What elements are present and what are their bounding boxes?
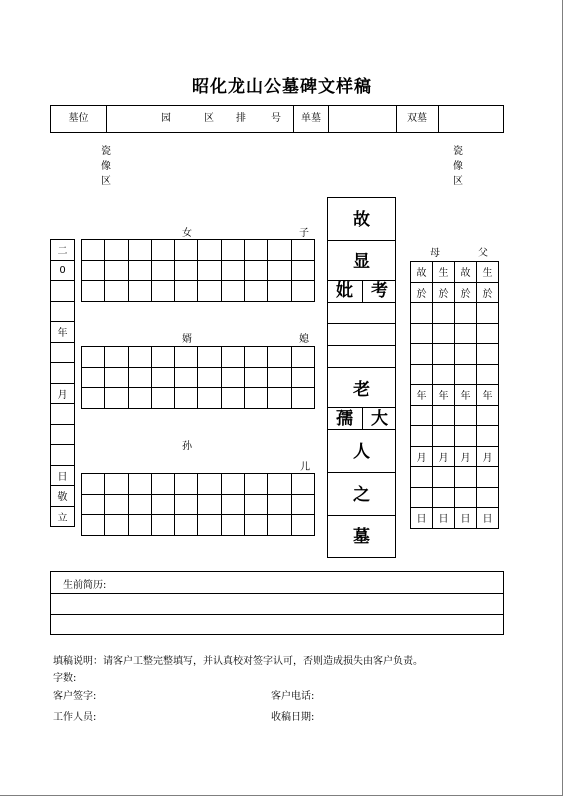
grid-cell[interactable] — [105, 515, 128, 536]
grid-cell[interactable] — [82, 281, 105, 302]
date-input-cell[interactable] — [411, 344, 433, 365]
grid-cell[interactable] — [175, 260, 198, 281]
grid-cell[interactable] — [291, 388, 314, 409]
grid-cell[interactable] — [245, 474, 268, 495]
grid-cell[interactable] — [175, 474, 198, 495]
date-label-cell: 故 — [411, 262, 433, 283]
grid-cell[interactable] — [198, 494, 221, 515]
date-input-cell[interactable] — [411, 364, 433, 385]
date-input-cell[interactable] — [433, 364, 455, 385]
children-grid[interactable] — [81, 239, 315, 302]
grid-cell[interactable] — [105, 494, 128, 515]
grid-cell[interactable] — [245, 388, 268, 409]
grid-cell[interactable] — [221, 240, 244, 261]
char-gu: 故 — [353, 210, 370, 230]
char-lao: 老 — [353, 380, 370, 400]
double-grave-label: 双墓 — [407, 113, 427, 124]
grid-cell[interactable] — [221, 494, 244, 515]
grid-cell[interactable] — [175, 494, 198, 515]
grid-cell[interactable] — [105, 281, 128, 302]
grid-cell[interactable] — [151, 474, 174, 495]
grid-cell[interactable] — [291, 260, 314, 281]
left-date-cell[interactable] — [51, 424, 75, 445]
left-date-cell: 敬 — [51, 486, 75, 507]
grid-cell[interactable] — [175, 515, 198, 536]
grid-cell[interactable] — [82, 260, 105, 281]
date-input-cell[interactable] — [477, 323, 499, 344]
date-label-cell: 生 — [477, 262, 499, 283]
date-input-cell[interactable] — [455, 405, 477, 426]
date-label-cell: 日 — [477, 508, 499, 529]
date-input-cell[interactable] — [433, 405, 455, 426]
word-count-label: 字数: — [53, 673, 77, 684]
father-label: 父 — [478, 248, 488, 259]
grid-cell[interactable] — [82, 367, 105, 388]
photo-area-right: 瓷 像 区 — [453, 146, 463, 187]
epitaph-center-column — [327, 197, 396, 558]
grid-cell[interactable] — [291, 347, 314, 368]
grid-cell[interactable] — [221, 515, 244, 536]
char-xian: 显 — [353, 252, 370, 272]
date-input-cell[interactable] — [433, 487, 455, 508]
date-input-cell[interactable] — [477, 344, 499, 365]
date-label-cell: 月 — [411, 446, 433, 467]
left-date-cell[interactable] — [51, 281, 75, 302]
parents-date-grid[interactable] — [410, 261, 499, 529]
grid-cell[interactable] — [151, 281, 174, 302]
grid-cell[interactable] — [175, 240, 198, 261]
receive-date-label: 收稿日期: — [271, 712, 315, 723]
grid-cell[interactable] — [175, 388, 198, 409]
mother-label: 母 — [430, 248, 440, 259]
single-grave-label: 单墓 — [301, 113, 321, 124]
date-input-cell[interactable] — [433, 303, 455, 324]
char-bi: 妣 — [336, 281, 353, 301]
biography-line[interactable] — [51, 593, 503, 615]
grid-cell[interactable] — [151, 388, 174, 409]
date-input-cell[interactable] — [411, 467, 433, 488]
left-date-cell: 0 — [51, 260, 75, 281]
grid-cell[interactable] — [268, 388, 291, 409]
date-label-cell: 月 — [433, 446, 455, 467]
date-input-cell[interactable] — [455, 426, 477, 447]
date-label-cell: 故 — [455, 262, 477, 283]
grid-cell[interactable] — [198, 260, 221, 281]
grid-cell[interactable] — [128, 515, 151, 536]
grid-cell[interactable] — [128, 474, 151, 495]
date-input-cell[interactable] — [411, 303, 433, 324]
date-input-cell[interactable] — [477, 426, 499, 447]
customer-phone-label: 客户电话: — [271, 691, 315, 702]
date-input-cell[interactable] — [455, 323, 477, 344]
grid-cell[interactable] — [128, 347, 151, 368]
grid-cell[interactable] — [291, 281, 314, 302]
grid-cell[interactable] — [268, 347, 291, 368]
inlaw-grid[interactable] — [81, 346, 315, 409]
grid-cell[interactable] — [128, 240, 151, 261]
grid-cell[interactable] — [198, 388, 221, 409]
date-input-cell[interactable] — [433, 323, 455, 344]
date-input-cell[interactable] — [477, 467, 499, 488]
grid-cell[interactable] — [221, 367, 244, 388]
grid-cell[interactable] — [151, 367, 174, 388]
date-label-cell: 日 — [455, 508, 477, 529]
grid-cell[interactable] — [268, 281, 291, 302]
left-date-cell: 日 — [51, 465, 75, 486]
grid-cell[interactable] — [245, 240, 268, 261]
grid-cell[interactable] — [151, 240, 174, 261]
grid-cell[interactable] — [245, 260, 268, 281]
grid-cell[interactable] — [268, 240, 291, 261]
grid-cell[interactable] — [151, 347, 174, 368]
left-date-cell[interactable] — [51, 404, 75, 425]
grid-cell[interactable] — [198, 474, 221, 495]
grid-cell[interactable] — [128, 367, 151, 388]
biography-label: 生前简历: — [63, 580, 107, 591]
grid-cell[interactable] — [128, 494, 151, 515]
grid-cell[interactable] — [291, 474, 314, 495]
date-input-cell[interactable] — [455, 303, 477, 324]
district-label: 区 — [204, 113, 214, 124]
date-label-cell: 於 — [455, 282, 477, 303]
son-in-law-label: 婿 — [182, 334, 192, 345]
grid-cell[interactable] — [291, 367, 314, 388]
grid-cell[interactable] — [151, 260, 174, 281]
grid-cell[interactable] — [198, 240, 221, 261]
date-input-cell[interactable] — [477, 405, 499, 426]
grid-cell[interactable] — [151, 494, 174, 515]
date-input-cell[interactable] — [455, 344, 477, 365]
date-label-cell: 年 — [477, 385, 499, 406]
fill-instructions: 填稿说明：请客户工整完整填写，并认真校对签字认可，否则造成损失由客户负责。 — [53, 656, 423, 667]
left-date-cell[interactable] — [51, 445, 75, 466]
plot-info-row — [50, 105, 504, 133]
number-label: 号 — [271, 113, 281, 124]
grid-cell[interactable] — [105, 367, 128, 388]
page-title: 昭化龙山公墓碑文样稿 — [192, 77, 372, 97]
row-label: 排 — [236, 113, 246, 124]
char-zhi: 之 — [353, 485, 370, 505]
grid-cell[interactable] — [221, 260, 244, 281]
date-input-cell[interactable] — [477, 303, 499, 324]
grandchildren-grid[interactable] — [81, 473, 315, 536]
date-label-cell: 日 — [411, 508, 433, 529]
grandson-label: 儿 — [300, 462, 310, 473]
grid-cell[interactable] — [128, 388, 151, 409]
grid-cell[interactable] — [245, 515, 268, 536]
date-label-cell: 月 — [477, 446, 499, 467]
grid-cell[interactable] — [82, 240, 105, 261]
grid-cell[interactable] — [268, 260, 291, 281]
grid-cell[interactable] — [291, 240, 314, 261]
biography-box — [50, 571, 504, 635]
grid-cell[interactable] — [175, 367, 198, 388]
left-date-cell: 立 — [51, 506, 75, 527]
date-label-cell: 年 — [411, 385, 433, 406]
grid-cell[interactable] — [128, 260, 151, 281]
grid-cell[interactable] — [151, 515, 174, 536]
customer-signature-label: 客户签字: — [53, 691, 97, 702]
date-input-cell[interactable] — [411, 426, 433, 447]
date-label-cell: 於 — [477, 282, 499, 303]
date-input-cell[interactable] — [455, 467, 477, 488]
date-input-cell[interactable] — [477, 487, 499, 508]
staff-label: 工作人员: — [53, 712, 97, 723]
grid-cell[interactable] — [198, 367, 221, 388]
date-label-cell: 日 — [433, 508, 455, 529]
daughter-in-law-label: 媳 — [299, 334, 309, 345]
grid-cell[interactable] — [268, 515, 291, 536]
char-mu: 墓 — [353, 527, 370, 547]
grid-cell[interactable] — [245, 281, 268, 302]
grid-cell[interactable] — [291, 494, 314, 515]
left-date-cell: 月 — [51, 383, 75, 404]
grid-cell[interactable] — [82, 388, 105, 409]
date-input-cell[interactable] — [455, 364, 477, 385]
grid-cell[interactable] — [82, 515, 105, 536]
grid-cell[interactable] — [175, 281, 198, 302]
left-date-cell: 二 — [51, 240, 75, 261]
grid-cell[interactable] — [245, 367, 268, 388]
grid-cell[interactable] — [105, 240, 128, 261]
date-input-cell[interactable] — [433, 426, 455, 447]
garden-label: 园 — [161, 113, 171, 124]
grid-cell[interactable] — [105, 474, 128, 495]
grid-cell[interactable] — [198, 281, 221, 302]
char-ru: 孺 — [336, 409, 353, 429]
grid-cell[interactable] — [221, 347, 244, 368]
grid-cell[interactable] — [198, 347, 221, 368]
left-date-cell: 年 — [51, 322, 75, 343]
grid-cell[interactable] — [105, 388, 128, 409]
grid-cell[interactable] — [198, 515, 221, 536]
date-input-cell[interactable] — [433, 344, 455, 365]
grid-cell[interactable] — [128, 281, 151, 302]
char-kao: 考 — [371, 281, 388, 301]
date-label-cell: 年 — [455, 385, 477, 406]
grid-cell[interactable] — [105, 260, 128, 281]
date-input-cell[interactable] — [477, 364, 499, 385]
grid-cell[interactable] — [268, 494, 291, 515]
grid-cell[interactable] — [82, 494, 105, 515]
grid-cell[interactable] — [245, 347, 268, 368]
daughter-label: 女 — [182, 228, 192, 239]
grid-cell[interactable] — [221, 281, 244, 302]
grid-cell[interactable] — [82, 347, 105, 368]
grandchild-label: 孙 — [182, 441, 192, 452]
char-da: 大 — [371, 409, 388, 429]
grid-cell[interactable] — [268, 367, 291, 388]
son-label: 子 — [299, 228, 309, 239]
left-date-column — [50, 239, 75, 527]
date-input-cell[interactable] — [411, 323, 433, 344]
left-date-cell[interactable] — [51, 301, 75, 322]
date-label-cell: 月 — [455, 446, 477, 467]
date-label-cell: 於 — [433, 282, 455, 303]
date-label-cell: 生 — [433, 262, 455, 283]
grid-cell[interactable] — [221, 388, 244, 409]
date-label-cell: 於 — [411, 282, 433, 303]
date-input-cell[interactable] — [411, 487, 433, 508]
grid-cell[interactable] — [82, 474, 105, 495]
grid-cell[interactable] — [268, 474, 291, 495]
left-date-cell[interactable] — [51, 342, 75, 363]
date-label-cell: 年 — [433, 385, 455, 406]
photo-area-left: 瓷 像 区 — [101, 146, 111, 187]
left-date-cell[interactable] — [51, 363, 75, 384]
grid-cell[interactable] — [175, 347, 198, 368]
grid-cell[interactable] — [105, 347, 128, 368]
date-input-cell[interactable] — [411, 405, 433, 426]
grid-cell[interactable] — [221, 474, 244, 495]
grid-cell[interactable] — [245, 494, 268, 515]
date-input-cell[interactable] — [455, 487, 477, 508]
char-ren: 人 — [353, 442, 370, 462]
plot-label: 墓位 — [68, 113, 89, 124]
grid-cell[interactable] — [291, 515, 314, 536]
date-input-cell[interactable] — [433, 467, 455, 488]
